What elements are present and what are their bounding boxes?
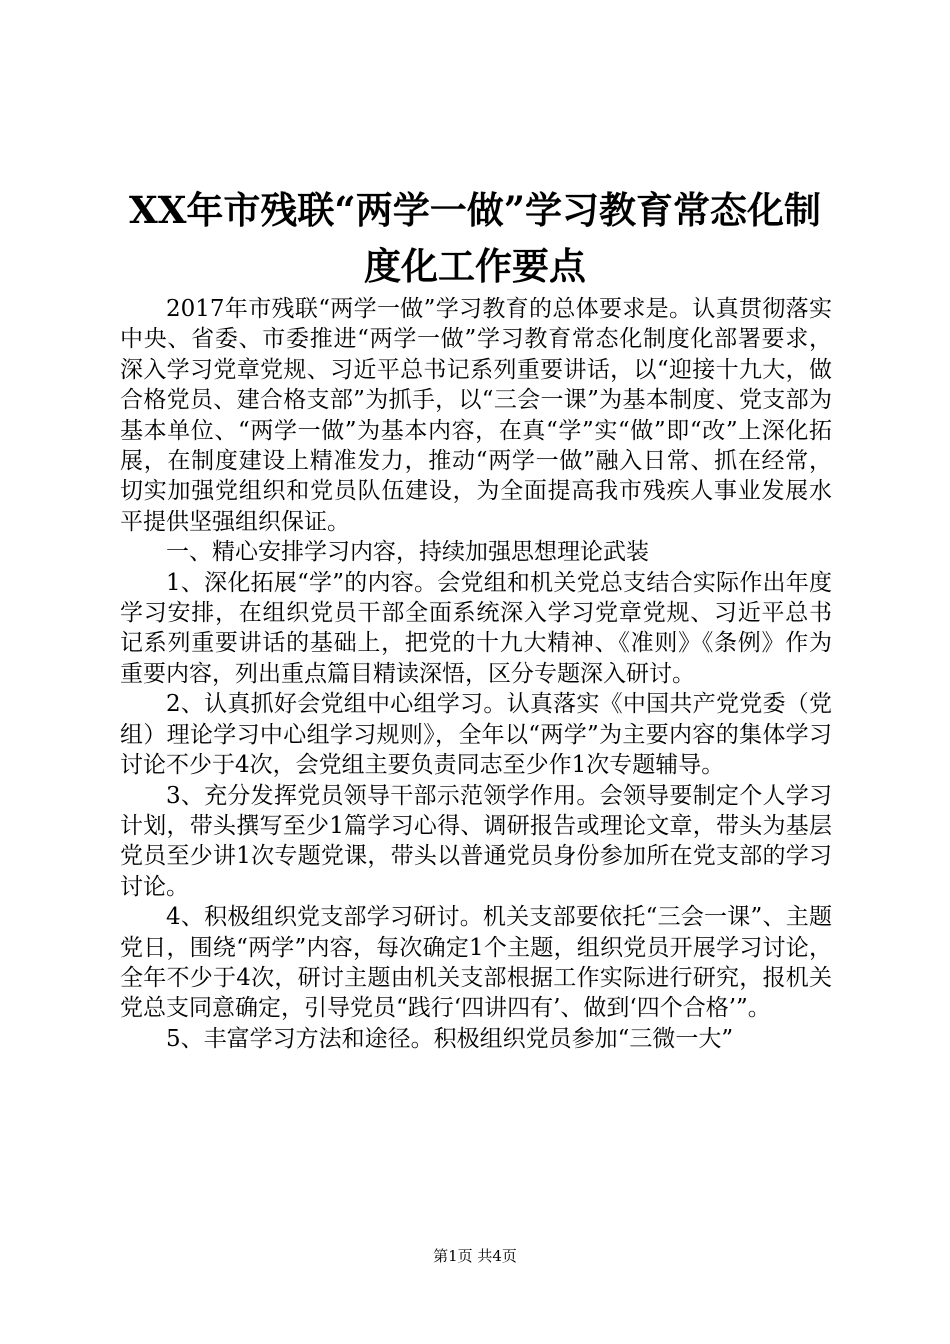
document-title-line-1: XX年市残联“两学一做”学习教育常态化制: [129, 188, 821, 232]
paragraph-intro: 2017年市残联“两学一做”学习教育的总体要求是。认真贯彻落实中央、省委、市委推进“两学一做”学习教育常态化制度化部署要求，深入学习党章党规、习近平总书记系列重要讲话，以“迎接十九大，做合格党员、建合格支部”为抓手，以“三会一课”为基本制度、党支部为基本单位、“两学一做”为基本内容，在真“学”实“做”即“改”上深化拓展，在制度建设上精准发力，推动“两学一做”融入日常、抓在经常，切实加强党组织和党员队伍建设，为全面提高我市残疾人事业发展水平提供坚强组织保证。: [120, 296, 832, 535]
section-heading-1: 一、精心安排学习内容，持续加强思想理论武装: [166, 539, 649, 566]
paragraph-item-4: 4、积极组织党支部学习研讨。机关支部要依托“三会一课”、主题党日，围绕“两学”内容，每次确定1个主题，组织党员开展学习讨论，全年不少于4次，研讨主题由机关支部根据工作实际进行研究，报机关党总支同意确定，引导党员“践行‘四讲四有’、做到‘四个合格’”。: [120, 904, 832, 1022]
paragraph-item-5: 5、丰富学习方法和途径。积极组织党员参加“三微一大”: [166, 1025, 734, 1052]
page-number-footer: 第1页 共4页: [433, 1247, 517, 1265]
paragraph-item-1: 1、深化拓展“学”的内容。会党组和机关党总支结合实际作出年度学习安排，在组织党员干部全面系统深入学习党章党规、习近平总书记系列重要讲话的基础上，把党的十九大精神、《准则》《条例》作为重要内容，列出重点篇目精读深悟，区分专题深入研讨。: [120, 569, 832, 687]
paragraph-item-3: 3、充分发挥党员领导干部示范领学作用。会领导要制定个人学习计划，带头撰写至少1篇学习心得、调研报告或理论文章，带头为基层党员至少讲1次专题党课，带头以普通党员身份参加所在党支部的学习讨论。: [120, 782, 832, 900]
paragraph-item-2: 2、认真抓好会党组中心组学习。认真落实《中国共产党党委（党组）理论学习中心组学习规则》，全年以“两学”为主要内容的集体学习讨论不少于4次，会党组主要负责同志至少作1次专题辅导。: [120, 691, 832, 779]
document-body: [120, 294, 832, 1054]
document-title-line-2: 度化工作要点: [364, 244, 586, 288]
